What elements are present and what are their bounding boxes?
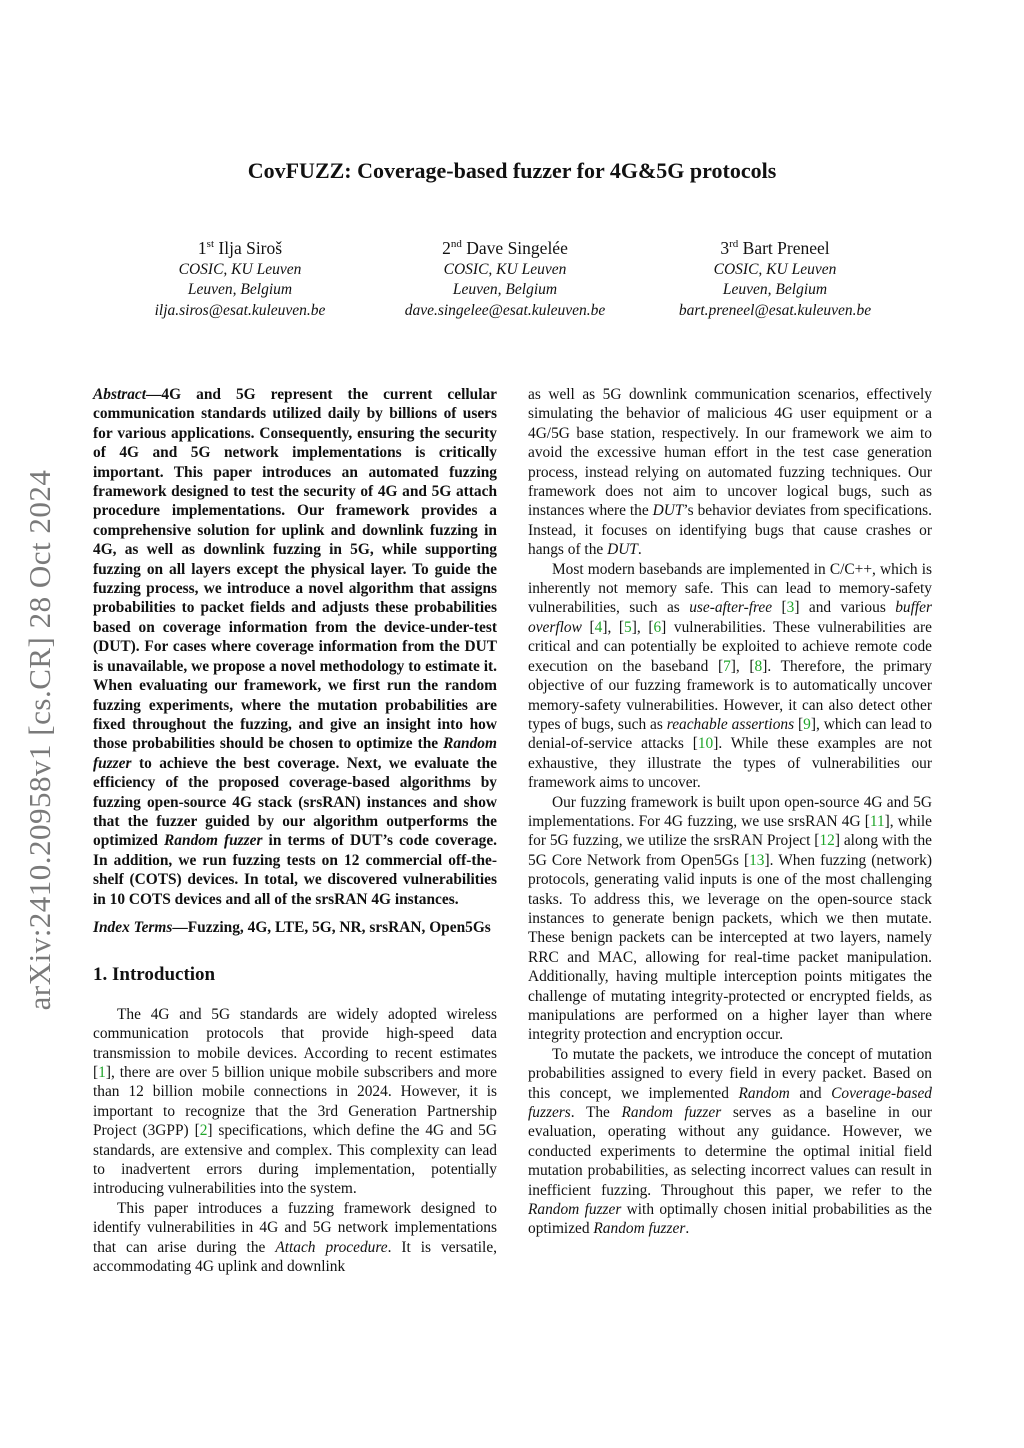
author-2: 2nd Dave Singelée COSIC, KU Leuven Leuven, Belgium dave.singelee@esat.kuleuven.be	[380, 232, 630, 321]
author-location: Leuven, Belgium	[722, 281, 828, 299]
left-column	[93, 385, 497, 1276]
paper-title: CovFUZZ: Coverage-based fuzzer for 4G&5G protocols	[247, 158, 777, 183]
author-affiliation: COSIC, KU Leuven	[713, 260, 837, 278]
abstract: Abstract—4G and 5G represent the current cellular communication standards utilized daily by billions of users for various applications. Consequently, ensuring the security of 4G and 5G network implementations is critically important. This paper introduces an automated fuzzing framework designed to test the security of 4G and 5G attach procedure implementations. Our framework provides a comprehensive solution for uplink and downlink fuzzing in 4G, as well as downlink fuzzing in 5G, while supporting fuzzing on all layers except the physical layer. To guide the fuzzing process, we introduce a novel algorithm that assigns probabilities to packet fields and adjusts these probabilities based on coverage information from the device-under-test (DUT). For cases where coverage information from the DUT is unavailable, we propose a novel methodology to estimate it. When evaluating our framework, we first run the random fuzzing experiments, where the mutation probabilities are fixed throughout the fuzzing, and give an insight into how those probabilities should be chosen to optimize the Random fuzzer to achieve the best coverage. Next, we evaluate the efficiency of the proposed coverage-based algorithms by fuzzing open-source 4G stack (srsRAN) instances and show that the fuzzer guided by our algorithm outperforms the optimized Random fuzzer in terms of DUT’s code coverage. In addition, we run fuzzing tests on 12 commercial off-the-shelf (COTS) devices. In total, we discovered vulnerabilities in 10 COTS devices and all of the srsRAN 4G instances.	[93, 386, 498, 908]
citation-link[interactable]: 5	[624, 618, 632, 636]
paragraph: Our fuzzing framework is built upon open-source 4G and 5G implementations. For 4G fuzzing, we use srsRAN 4G [11], while for 5G fuzzing, we utilize the srsRAN Project [12] along with the 5G Core Network from Open5Gs [13]. When fuzzing (network) protocols, generating valid inputs is one of the most challenging tasks. To address this, we leverage on the open-source stack instances to generate benign packets, which we then mutate. These benign packets can be intercepted at two layers, namely RRC and MAC, allowing for real-time packet manipulation. Additionally, having multiple interception points mitigates the challenge of mutating integrity-protected or encrypted fields, as manipulations are performed on a higher layer than where integrity protection and encryption occur.	[528, 793, 932, 1044]
paragraph: The 4G and 5G standards are widely adopted wireless communication protocols that provide high-speed data transmission to mobile devices. According to recent estimates [1], there are over 5 billion unique mobile subscribers and more than 12 billion mobile connections in 2024. However, it is important to recognize that the 3rd Generation Partnership Project (3GPP) [2] specifications, which define the 4G and 5G standards, are extensive and complex. This complexity can lead to inadvertent errors during implementation, potentially introducing vulnerabilities into the system.	[93, 1005, 497, 1198]
citation-link[interactable]: 6	[653, 618, 662, 636]
index-terms: Index Terms—Fuzzing, 4G, LTE, 5G, NR, srsRAN, Open5Gs	[93, 918, 491, 936]
citation-link[interactable]: 12	[819, 832, 835, 850]
paragraph: This paper introduces a fuzzing framework designed to identify vulnerabilities in 4G and 5G network implementations that can arise during the Attach procedure. It is versatile, accommodating 4G uplink and downlink	[93, 1199, 497, 1276]
citation-link[interactable]: 1	[98, 1064, 106, 1081]
citation-link[interactable]: 2	[199, 1122, 208, 1140]
author-email: dave.singelee@esat.kuleuven.be	[404, 301, 606, 319]
citation-link[interactable]: 9	[803, 715, 811, 733]
author-block	[100, 232, 920, 321]
section-heading: 1. Introduction	[93, 964, 216, 986]
paragraph: Most modern basebands are implemented in C/C++, which is inherently not memory safe. This can lead to memory-safety vulnerabilities, such as use-after-free [3] and various buffer overflow [4], [5], [6] vulnerabilities. These vulnerabilities are critical and can potentially be exploited to achieve remote code execution on the baseband [7], [8]. Therefore, the primary objective of our fuzzing framework is to automatically uncover memory-safety vulnerabilities. However, it can also detect other types of bugs, such as reachable assertions [9], which can lead to denial-of-service attacks [10]. While these examples are not exhaustive, they illustrate the types of vulnerabilities our framework aims to uncover.	[528, 560, 932, 792]
author-name: Ilja Siroš	[218, 237, 283, 258]
arxiv-identifier: arXiv:2410.20958v1 [cs.CR] 28 Oct 2024	[22, 469, 57, 1011]
citation-link[interactable]: 3	[786, 599, 795, 617]
author-3: 3rd Bart Preneel COSIC, KU Leuven Leuven, Belgium bart.preneel@esat.kuleuven.be	[630, 232, 920, 321]
author-affiliation: COSIC, KU Leuven	[443, 260, 567, 278]
citation-link[interactable]: 10	[697, 735, 714, 753]
author-name: Dave Singelée	[466, 237, 568, 258]
citation-link[interactable]: 7	[723, 657, 731, 675]
citation-link[interactable]: 4	[594, 618, 603, 636]
paragraph: To mutate the packets, we introduce the concept of mutation probabilities assigned to every field in every packet. Based on this concept, we implemented Random and Coverage-based fuzzers. The Random fuzzer serves as a baseline in our evaluation, operating without any guidance. However, we conducted experiments to determine the optimal initial field mutation probabilities, as selecting incorrect values can result in inefficient fuzzing. Throughout this paper, we refer to the Random fuzzer with optimally chosen initial probabilities as the optimized Random fuzzer.	[528, 1045, 932, 1238]
citation-link[interactable]: 13	[749, 851, 765, 869]
author-name: Bart Preneel	[742, 237, 830, 258]
right-column	[528, 385, 932, 1239]
author-location: Leuven, Belgium	[187, 281, 293, 299]
citation-link[interactable]: 8	[754, 657, 763, 675]
author-1: 1st Ilja Siroš COSIC, KU Leuven Leuven, Belgium ilja.siros@esat.kuleuven.be	[100, 232, 380, 321]
author-location: Leuven, Belgium	[452, 281, 558, 299]
author-affiliation: COSIC, KU Leuven	[178, 260, 302, 278]
citation-link[interactable]: 11	[869, 812, 885, 830]
author-email: bart.preneel@esat.kuleuven.be	[678, 301, 872, 319]
paragraph: as well as 5G downlink communication scenarios, effectively simulating the behavior of malicious 4G user equipment or a 4G/5G base station, respectively. In our framework we aim to avoid the excessive human effort in the test case generation process, instead relying on automated fuzzing techniques. Our framework does not aim to uncover logical bugs, such as instances where the DUT’s behavior deviates from specifications. Instead, it focuses on identifying bugs that cause crashes or hangs of the DUT.	[528, 386, 933, 559]
author-email: ilja.siros@esat.kuleuven.be	[154, 301, 326, 319]
